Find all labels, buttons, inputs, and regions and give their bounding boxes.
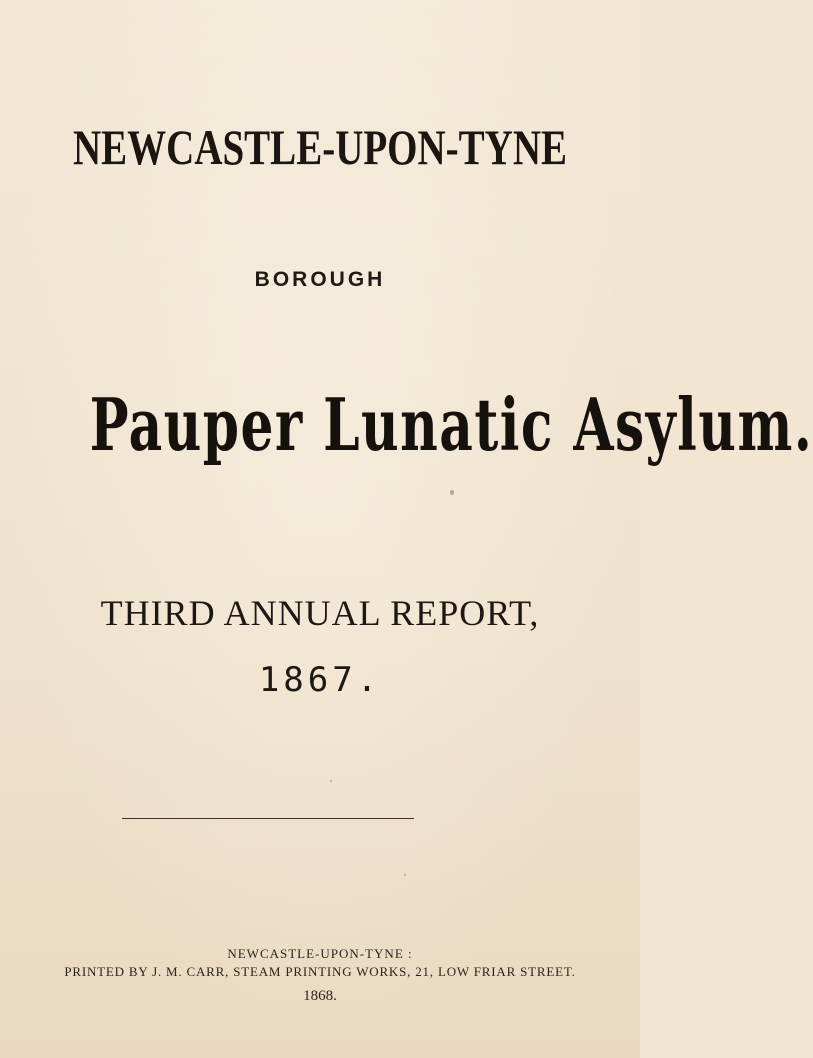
divider-rule <box>122 818 414 819</box>
paper-fleck <box>450 490 454 495</box>
imprint-year: 1868. <box>303 988 337 1004</box>
paper-fleck <box>404 874 406 876</box>
paper-fleck <box>330 780 332 782</box>
institution-name: Pauper Lunatic Asylum. <box>89 382 813 467</box>
city-heading: NEWCASTLE-UPON-TYNE <box>72 119 568 175</box>
imprint-printer: PRINTED BY J. M. CARR, STEAM PRINTING WORKS, 21, LOW FRIAR STREET. <box>64 964 576 979</box>
report-title: THIRD ANNUAL REPORT, <box>100 593 540 633</box>
report-year: 1867. <box>258 660 382 700</box>
imprint-city: NEWCASTLE-UPON-TYNE : <box>227 946 413 961</box>
borough-subheading: BOROUGH <box>254 268 386 291</box>
